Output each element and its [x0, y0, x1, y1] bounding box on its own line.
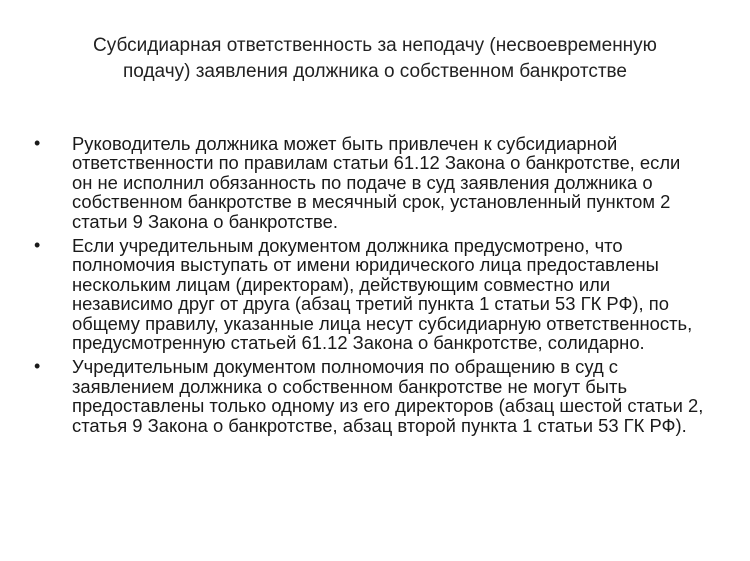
bullet-icon: •	[34, 133, 41, 153]
bullet-icon: •	[34, 235, 41, 256]
bullet-item	[34, 236, 704, 352]
bullet-list	[34, 134, 704, 440]
bullet-item	[34, 357, 704, 435]
slide-title: Субсидиарная ответственность за неподачу (несвоевременную подачу) заявления должника о собственном банкротстве	[93, 35, 657, 82]
bullet-text: Учредительным документом полномочия по обращению в суд с заявлением должника о собственном банкротстве не могут быть предоставлены только одному из его директоров (абзац шестой статьи 2, статья 9 Закона о банкротстве, абзац второй пункта 1 статьи 53 ГК РФ).	[72, 356, 704, 436]
bullet-icon: •	[34, 356, 41, 377]
bullet-text: Если учредительным документом должника предусмотрено, что полномочия выступать от имени юридического лица предоставлены нескольким лицам (директорам), действующим совместно или независимо друг от друга (абзац третий пункта 1 статьи 53 ГК РФ), по общему правилу, указанные лица несут субсидиарную ответственность, предусмотренную статьей 61.12 Закона о банкротстве, солидарно.	[72, 235, 693, 354]
bullet-item	[34, 134, 704, 231]
bullet-text: Руководитель должника может быть привлечен к субсидиарной ответственности по правилам статьи 61.12 Закона о банкротстве, если он не исполнил обязанность по подаче в суд заявления должника о собственном банкротстве в месячный срок, установленный пунктом 2 статьи 9 Закона о банкротстве.	[72, 133, 681, 232]
